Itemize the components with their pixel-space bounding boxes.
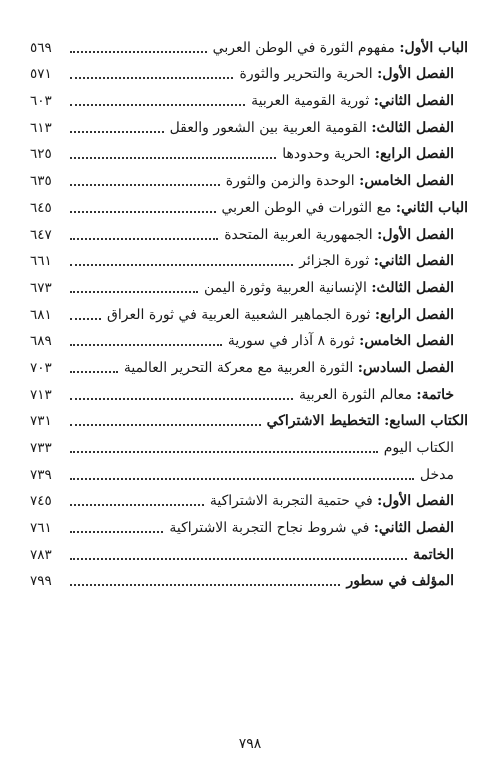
toc-entry-title: ثورة ٨ آذار في سورية	[227, 333, 355, 350]
dot-leader	[70, 237, 218, 240]
toc-entry-page-number: ٧١٣	[30, 386, 52, 403]
toc-entry	[30, 297, 468, 324]
toc-entry-label: الفصل الثالث	[376, 119, 454, 136]
toc-entry	[30, 270, 468, 297]
toc-entry-label: الباب الثاني	[401, 199, 468, 216]
toc-entry-separator: :	[374, 306, 381, 323]
toc-entry	[30, 350, 468, 377]
toc-entry-title: الثورة العربية مع معركة التحرير العالمية	[123, 359, 354, 376]
page-number: ٧٩٨	[238, 736, 262, 752]
toc-entry-page-number: ٦٠٣	[30, 93, 52, 110]
toc-entry-page-number: ٧٣٩	[30, 466, 52, 483]
dot-leader	[70, 183, 220, 186]
toc-entry-separator: :	[374, 146, 381, 163]
toc-entry-separator: :	[377, 66, 383, 83]
toc-entry-title: ثورية القومية العربية	[251, 93, 370, 110]
dot-leader	[70, 343, 222, 346]
toc-entry-page-number: ٦١٣	[30, 119, 52, 136]
toc-entry-separator: :	[384, 413, 390, 430]
toc-entry-title: القومية العربية بين الشعور والعقل	[169, 119, 367, 136]
toc-entry-label: الخاتمة	[413, 546, 454, 563]
toc-entry	[30, 510, 468, 537]
toc-entry	[30, 244, 468, 271]
toc-entry-separator: :	[371, 119, 377, 136]
toc-entry	[30, 404, 468, 431]
toc-entry	[30, 430, 468, 457]
table-of-contents	[30, 30, 468, 590]
toc-entry-label: المؤلف في سطور	[346, 573, 454, 590]
toc-entry	[30, 324, 468, 351]
toc-entry	[30, 484, 468, 511]
toc-entry-page-number: ٦٤٧	[30, 226, 52, 243]
toc-entry-title: الجمهورية العربية المتحدة	[224, 226, 373, 243]
toc-entry-page-number: ٧٣١	[30, 413, 52, 430]
toc-entry-label: الفصل الأول	[382, 226, 454, 243]
toc-entry-label: الفصل الأول	[382, 66, 454, 83]
toc-entry-page-number: ٧٨٣	[30, 546, 52, 563]
toc-entry-label: الفصل الخامس	[364, 173, 454, 190]
toc-entry-page-number: ٥٧١	[30, 66, 52, 83]
toc-entry-separator: :	[373, 93, 379, 110]
toc-entry-separator: :	[377, 226, 383, 243]
toc-entry-title: مدخل	[419, 466, 454, 483]
toc-entry-page-number: ٦٣٥	[30, 173, 52, 190]
toc-entry-separator: :	[371, 279, 377, 296]
toc-entry-page-number: ٦٨١	[30, 306, 52, 323]
toc-entry-title: معالم الثورة العربية	[298, 386, 412, 403]
dot-leader	[70, 423, 261, 426]
dot-leader	[70, 263, 293, 266]
toc-entry-page-number: ٧٠٣	[30, 359, 52, 376]
dot-leader	[70, 477, 414, 480]
toc-entry-title: الكتاب اليوم	[383, 440, 454, 456]
toc-entry-title: ثورة الجزائر	[299, 253, 370, 270]
toc-entry-page-number: ٦٤٥	[30, 199, 52, 216]
toc-entry-label: الفصل الثاني	[378, 520, 454, 537]
dot-leader	[70, 130, 164, 133]
toc-entry	[30, 190, 468, 217]
toc-entry-label: الفصل الخامس	[364, 333, 454, 350]
dot-leader	[70, 530, 163, 533]
dot-leader	[70, 557, 407, 560]
toc-entry	[30, 217, 468, 244]
dot-leader	[70, 156, 276, 159]
toc-entry-separator: :	[416, 386, 422, 403]
toc-entry-title: مع الثورات في الوطن العربي	[221, 199, 392, 216]
toc-entry-separator: :	[357, 359, 363, 376]
dot-leader	[70, 450, 378, 453]
toc-entry-page-number: ٧٤٥	[30, 493, 52, 510]
toc-entry-separator: :	[399, 39, 405, 56]
toc-entry-page-number: ٦٧٣	[30, 279, 52, 296]
dot-leader	[70, 76, 233, 79]
toc-entry-label: الباب الأول	[404, 39, 468, 56]
toc-entry-separator: :	[377, 493, 383, 510]
toc-entry-page-number: ٧٦١	[30, 520, 52, 537]
toc-entry-separator: :	[373, 253, 379, 270]
toc-entry	[30, 537, 468, 564]
toc-entry	[30, 110, 468, 137]
toc-entry	[30, 137, 468, 164]
toc-entry-title: مفهوم الثورة في الوطن العربي	[212, 39, 395, 56]
toc-entry-label: الفصل الثاني	[378, 253, 454, 270]
dot-leader	[70, 50, 207, 53]
toc-entry-label: الفصل السادس	[362, 359, 454, 376]
dot-leader	[70, 370, 118, 373]
toc-entry-title: ثورة الجماهير الشعبية العربية في ثورة العراق	[106, 306, 371, 323]
toc-entry-title: الحرية وحدودها	[282, 146, 371, 163]
toc-entry-label: الفصل الثاني	[378, 93, 454, 110]
toc-entry-page-number: ٥٦٩	[30, 39, 52, 56]
toc-entry-separator: :	[395, 199, 402, 216]
dot-leader	[70, 103, 245, 106]
toc-entry-separator: :	[359, 173, 365, 190]
toc-entry-label: الفصل الرابع	[380, 306, 454, 323]
toc-entry-page-number: ٦٨٩	[30, 333, 52, 350]
toc-entry-separator: :	[359, 333, 365, 350]
toc-entry-title: التخطيط الاشتراكي	[266, 413, 380, 430]
toc-entry	[30, 83, 468, 110]
toc-entry	[30, 163, 468, 190]
toc-entry-title: في شروط نجاح التجربة الاشتراكية	[169, 520, 370, 537]
toc-entry-page-number: ٧٩٩	[30, 573, 52, 590]
toc-entry-label: الفصل الأول	[382, 493, 454, 510]
dot-leader	[70, 397, 293, 400]
dot-leader	[70, 583, 340, 586]
dot-leader	[70, 317, 101, 320]
toc-entry-title: الإنسانية العربية وثورة اليمن	[203, 279, 367, 296]
toc-entry	[30, 30, 468, 57]
dot-leader	[70, 210, 216, 213]
dot-leader	[70, 503, 204, 506]
toc-entry-page-number: ٧٣٣	[30, 440, 52, 456]
toc-entry	[30, 57, 468, 84]
toc-entry-label: خاتمة	[421, 386, 454, 403]
toc-entry-page-number: ٦٢٥	[30, 146, 52, 163]
toc-entry-page-number: ٦٦١	[30, 253, 52, 270]
toc-entry-title: الوحدة والزمن والثورة	[225, 173, 355, 190]
toc-entry-label: الفصل الرابع	[380, 146, 454, 163]
toc-entry-separator: :	[373, 520, 379, 537]
toc-entry	[30, 377, 468, 404]
toc-entry-label: الكتاب السابع	[389, 413, 468, 430]
toc-entry-title: الحرية والتحرير والثورة	[239, 66, 373, 83]
dot-leader	[70, 290, 198, 293]
toc-entry	[30, 564, 468, 591]
toc-entry	[30, 457, 468, 484]
toc-entry-label: الفصل الثالث	[376, 279, 454, 296]
toc-entry-title: في حتمية التجربة الاشتراكية	[209, 493, 373, 510]
